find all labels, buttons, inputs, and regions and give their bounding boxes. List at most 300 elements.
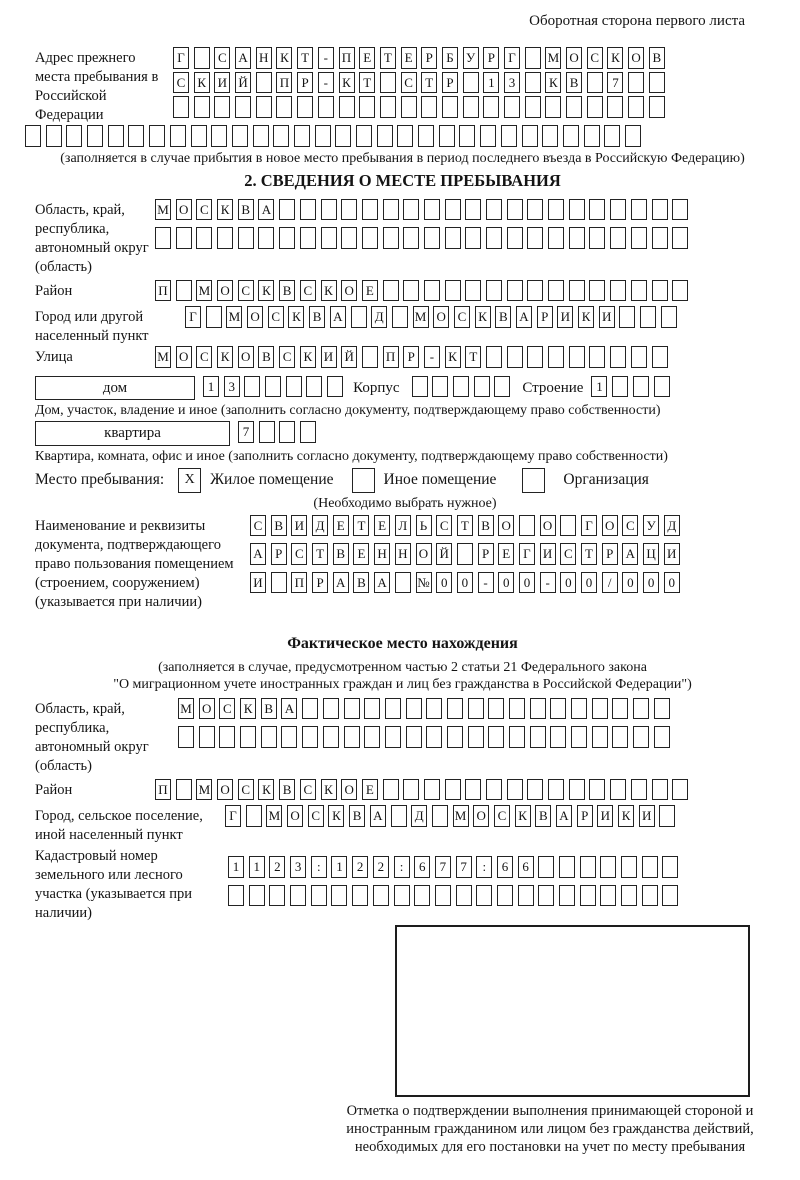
- char-box: А: [370, 805, 386, 827]
- char-box: [631, 227, 647, 249]
- char-box: [468, 726, 484, 748]
- char-box: [642, 856, 658, 878]
- char-box: [199, 726, 215, 748]
- char-box: [424, 280, 440, 302]
- char-box: Д: [312, 515, 328, 537]
- char-box: [108, 125, 124, 147]
- char-box: 0: [664, 572, 680, 594]
- s2-raion-label: Район: [35, 282, 73, 299]
- char-box: [253, 125, 269, 147]
- char-box: М: [413, 306, 429, 328]
- char-box: [559, 856, 575, 878]
- fact-gorod-row: [35, 805, 770, 845]
- char-box: 6: [497, 856, 513, 878]
- char-box: [327, 376, 343, 398]
- char-box: [545, 96, 561, 118]
- char-box: К: [258, 779, 274, 801]
- char-box: [194, 96, 210, 118]
- char-box: С: [300, 779, 316, 801]
- char-box: [155, 227, 171, 249]
- char-box: [331, 885, 347, 907]
- prev-address-grid: [173, 47, 665, 121]
- kvartira-caption: Квартира, комната, офис и иное (заполнить согласно документу, подтверждающему право собственности): [35, 448, 668, 464]
- char-box: Д: [411, 805, 427, 827]
- char-box: [364, 698, 380, 720]
- char-box: [321, 199, 337, 221]
- char-box: [509, 726, 525, 748]
- char-box: О: [628, 47, 644, 69]
- char-box: [344, 726, 360, 748]
- char-box: [170, 125, 186, 147]
- char-box: К: [258, 280, 274, 302]
- char-box: О: [341, 779, 357, 801]
- char-box: 7: [456, 856, 472, 878]
- checkbox-zhiloe: X: [178, 468, 201, 493]
- char-box: [426, 698, 442, 720]
- char-box: [610, 779, 626, 801]
- char-box: Г: [581, 515, 597, 537]
- char-box: [297, 96, 313, 118]
- char-box: М: [545, 47, 561, 69]
- char-box: :: [394, 856, 410, 878]
- fact-oblast-label: Область, край, республика, автономный округ (область): [35, 700, 149, 774]
- char-box: В: [349, 805, 365, 827]
- char-box: С: [587, 47, 603, 69]
- char-box: [560, 515, 576, 537]
- char-box: [488, 726, 504, 748]
- char-box: Г: [519, 543, 535, 565]
- char-box: К: [321, 280, 337, 302]
- char-box: [569, 280, 585, 302]
- char-box: -: [478, 572, 494, 594]
- char-box: 1: [331, 856, 347, 878]
- char-box: М: [155, 346, 171, 368]
- char-box: [589, 779, 605, 801]
- char-box: [548, 346, 564, 368]
- char-box: 0: [498, 572, 514, 594]
- char-box: [589, 199, 605, 221]
- char-box: О: [341, 280, 357, 302]
- char-box: [584, 125, 600, 147]
- char-box: А: [281, 698, 297, 720]
- char-box: О: [217, 280, 233, 302]
- char-box: Т: [581, 543, 597, 565]
- doc-row-1: [250, 515, 680, 537]
- char-box: Е: [353, 543, 369, 565]
- char-box: [176, 280, 192, 302]
- char-box: [486, 227, 502, 249]
- char-box: [392, 306, 408, 328]
- char-box: Р: [478, 543, 494, 565]
- char-box: [550, 698, 566, 720]
- char-box: [256, 96, 272, 118]
- char-box: [173, 96, 189, 118]
- char-box: [403, 779, 419, 801]
- char-box: [286, 376, 302, 398]
- stroenie-label: Строение: [522, 379, 584, 396]
- char-box: В: [566, 72, 582, 94]
- char-box: [610, 280, 626, 302]
- char-box: [380, 72, 396, 94]
- mesto-prebyvaniya-row: [35, 468, 770, 493]
- char-box: 3: [290, 856, 306, 878]
- char-box: [672, 199, 688, 221]
- char-box: [191, 125, 207, 147]
- char-box: [273, 125, 289, 147]
- char-box: [66, 125, 82, 147]
- option-organizatsiya-label: Организация: [563, 471, 649, 488]
- char-box: [476, 885, 492, 907]
- char-box: [259, 421, 275, 443]
- char-box: [569, 227, 585, 249]
- char-box: [566, 96, 582, 118]
- prev-address-row-2: [173, 72, 665, 94]
- char-box: 2: [269, 856, 285, 878]
- char-box: [519, 515, 535, 537]
- fact-caption-2: "О миграционном учете иностранных граждан и лиц без гражданства в Российской Федерации"): [113, 676, 692, 692]
- char-box: [621, 885, 637, 907]
- char-box: 1: [249, 856, 265, 878]
- kadastr-row-2: [228, 885, 678, 907]
- char-box: [659, 805, 675, 827]
- char-box: [244, 376, 260, 398]
- stamp-caption: Отметка о подтверждении выполнения принимающей стороной и иностранным гражданином или лицом без гражданства действий, необходимых для его постановки на учет по месту пребывания: [346, 1103, 754, 1155]
- kadastr-row-1: [228, 856, 678, 878]
- char-box: Д: [371, 306, 387, 328]
- char-box: [442, 96, 458, 118]
- char-box: А: [258, 199, 274, 221]
- char-box: С: [214, 47, 230, 69]
- char-box: [548, 779, 564, 801]
- char-box: [456, 885, 472, 907]
- char-box: Л: [395, 515, 411, 537]
- mesto-label: Место пребывания:: [35, 471, 165, 488]
- char-box: А: [556, 805, 572, 827]
- char-box: 0: [436, 572, 452, 594]
- char-box: [279, 421, 295, 443]
- char-box: Г: [173, 47, 189, 69]
- char-box: [527, 280, 543, 302]
- char-box: [281, 726, 297, 748]
- char-box: [631, 199, 647, 221]
- char-box: [276, 96, 292, 118]
- char-box: А: [250, 543, 266, 565]
- char-box: 0: [581, 572, 597, 594]
- char-box: [610, 346, 626, 368]
- fact-title: Фактическое место нахождения: [287, 634, 518, 652]
- s2-oblast-row-2: [155, 227, 688, 249]
- char-box: В: [495, 306, 511, 328]
- char-box: -: [424, 346, 440, 368]
- char-box: О: [498, 515, 514, 537]
- char-box: [518, 885, 534, 907]
- char-box: [397, 125, 413, 147]
- char-box: [279, 227, 295, 249]
- char-box: [311, 885, 327, 907]
- char-box: О: [199, 698, 215, 720]
- char-box: К: [288, 306, 304, 328]
- char-box: [494, 376, 510, 398]
- stroenie-cells: [591, 376, 669, 398]
- char-box: К: [217, 199, 233, 221]
- char-box: Р: [537, 306, 553, 328]
- char-box: [507, 346, 523, 368]
- char-box: [385, 726, 401, 748]
- char-box: [625, 125, 641, 147]
- char-box: [406, 698, 422, 720]
- char-box: 1: [591, 376, 607, 398]
- char-box: Е: [498, 543, 514, 565]
- fact-oblast-grid: [178, 698, 670, 755]
- char-box: И: [639, 805, 655, 827]
- char-box: П: [291, 572, 307, 594]
- char-box: С: [268, 306, 284, 328]
- char-box: Р: [297, 72, 313, 94]
- char-box: [383, 199, 399, 221]
- fact-raion-label: Район: [35, 781, 73, 798]
- char-box: К: [445, 346, 461, 368]
- char-box: А: [374, 572, 390, 594]
- char-box: [194, 47, 210, 69]
- char-box: В: [279, 779, 295, 801]
- char-box: [587, 72, 603, 94]
- char-box: [246, 805, 262, 827]
- char-box: [486, 346, 502, 368]
- char-box: М: [266, 805, 282, 827]
- char-box: [465, 280, 481, 302]
- char-box: С: [622, 515, 638, 537]
- char-box: И: [597, 805, 613, 827]
- char-box: [497, 885, 513, 907]
- char-box: Е: [359, 47, 375, 69]
- char-box: К: [276, 47, 292, 69]
- char-box: В: [353, 572, 369, 594]
- char-box: О: [416, 543, 432, 565]
- header-note: Оборотная сторона первого листа: [529, 13, 745, 29]
- korpus-label: Корпус: [353, 379, 400, 396]
- s2-gorod-label: Город или другой населенный пункт: [35, 309, 149, 344]
- char-box: [642, 885, 658, 907]
- char-box: [269, 885, 285, 907]
- char-box: [445, 199, 461, 221]
- char-box: [418, 125, 434, 147]
- char-box: Т: [359, 72, 375, 94]
- char-box: Р: [403, 346, 419, 368]
- char-box: И: [599, 306, 615, 328]
- dom-label-box: дом: [35, 376, 195, 401]
- char-box: [300, 227, 316, 249]
- char-box: [527, 227, 543, 249]
- char-box: [383, 779, 399, 801]
- char-box: С: [560, 543, 576, 565]
- char-box: С: [494, 805, 510, 827]
- char-box: [569, 199, 585, 221]
- char-box: [631, 346, 647, 368]
- char-box: В: [478, 515, 494, 537]
- char-box: Й: [436, 543, 452, 565]
- char-box: [391, 805, 407, 827]
- char-box: [335, 125, 351, 147]
- char-box: [323, 726, 339, 748]
- char-box: [604, 125, 620, 147]
- s2-ulitsa-label: Улица: [35, 349, 73, 365]
- char-box: Р: [602, 543, 618, 565]
- char-box: П: [276, 72, 292, 94]
- doc-row-3: [250, 572, 680, 594]
- char-box: О: [238, 346, 254, 368]
- char-box: [362, 346, 378, 368]
- char-box: [383, 280, 399, 302]
- char-box: [228, 885, 244, 907]
- char-box: 2: [373, 856, 389, 878]
- char-box: П: [383, 346, 399, 368]
- char-box: [447, 698, 463, 720]
- char-box: [457, 543, 473, 565]
- prev-address-caption: (заполняется в случае прибытия в новое место пребывания в период последнего въезда в Российскую Федерацию): [60, 150, 745, 166]
- char-box: [509, 698, 525, 720]
- char-box: С: [250, 515, 266, 537]
- char-box: И: [664, 543, 680, 565]
- char-box: С: [308, 805, 324, 827]
- char-box: [465, 199, 481, 221]
- char-box: [672, 779, 688, 801]
- char-box: [321, 227, 337, 249]
- char-box: 3: [224, 376, 240, 398]
- char-box: [628, 96, 644, 118]
- korpus-cells: [412, 376, 511, 398]
- char-box: 1: [483, 72, 499, 94]
- char-box: К: [475, 306, 491, 328]
- option-inoe-label: Иное помещение: [383, 471, 497, 488]
- char-box: О: [540, 515, 556, 537]
- char-box: И: [214, 72, 230, 94]
- prev-address-label: Адрес прежнего места пребывания в Российской Федерации: [35, 50, 159, 123]
- char-box: [612, 376, 628, 398]
- char-box: [380, 96, 396, 118]
- char-box: С: [401, 72, 417, 94]
- char-box: С: [300, 280, 316, 302]
- char-box: [432, 805, 448, 827]
- char-box: Е: [374, 515, 390, 537]
- char-box: [265, 376, 281, 398]
- char-box: Т: [380, 47, 396, 69]
- char-box: У: [643, 515, 659, 537]
- char-box: 1: [228, 856, 244, 878]
- char-box: [507, 280, 523, 302]
- char-box: [592, 698, 608, 720]
- char-box: [652, 227, 668, 249]
- char-box: [654, 376, 670, 398]
- char-box: [383, 227, 399, 249]
- char-box: Р: [442, 72, 458, 94]
- char-box: [344, 698, 360, 720]
- char-box: [87, 125, 103, 147]
- char-box: И: [321, 346, 337, 368]
- char-box: [672, 227, 688, 249]
- char-box: О: [433, 306, 449, 328]
- char-box: [610, 227, 626, 249]
- char-box: [530, 726, 546, 748]
- char-box: [486, 199, 502, 221]
- char-box: [196, 227, 212, 249]
- char-box: [445, 280, 461, 302]
- char-box: А: [622, 543, 638, 565]
- char-box: [463, 72, 479, 94]
- char-box: [474, 376, 490, 398]
- char-box: [525, 47, 541, 69]
- char-box: [631, 280, 647, 302]
- char-box: [178, 726, 194, 748]
- char-box: [654, 726, 670, 748]
- char-box: О: [247, 306, 263, 328]
- char-box: [633, 698, 649, 720]
- prev-address-row-4: [25, 125, 770, 147]
- char-box: А: [235, 47, 251, 69]
- char-box: [654, 698, 670, 720]
- char-box: [256, 72, 272, 94]
- char-box: К: [339, 72, 355, 94]
- char-box: [271, 572, 287, 594]
- char-box: [507, 199, 523, 221]
- char-box: [232, 125, 248, 147]
- char-box: [176, 227, 192, 249]
- char-box: Е: [401, 47, 417, 69]
- char-box: С: [196, 346, 212, 368]
- char-box: -: [318, 47, 334, 69]
- char-box: [580, 856, 596, 878]
- char-box: [507, 779, 523, 801]
- char-box: [589, 280, 605, 302]
- s2-raion-cells: [155, 280, 688, 302]
- char-box: [633, 726, 649, 748]
- prev-address-block: [35, 47, 770, 125]
- char-box: [527, 199, 543, 221]
- char-box: [426, 726, 442, 748]
- char-box: А: [330, 306, 346, 328]
- option-zhiloe-label: Жилое помещение: [210, 471, 334, 488]
- char-box: [538, 885, 554, 907]
- char-box: [662, 885, 678, 907]
- char-box: [563, 125, 579, 147]
- char-box: М: [226, 306, 242, 328]
- char-box: К: [607, 47, 623, 69]
- char-box: 7: [435, 856, 451, 878]
- char-box: 2: [352, 856, 368, 878]
- char-box: 7: [238, 421, 254, 443]
- char-box: М: [453, 805, 469, 827]
- char-box: П: [155, 779, 171, 801]
- char-box: №: [416, 572, 432, 594]
- char-box: /: [602, 572, 618, 594]
- char-box: Й: [235, 72, 251, 94]
- char-box: И: [557, 306, 573, 328]
- char-box: [486, 779, 502, 801]
- char-box: [341, 227, 357, 249]
- char-box: Е: [362, 779, 378, 801]
- char-box: Ь: [416, 515, 432, 537]
- char-box: М: [178, 698, 194, 720]
- char-box: К: [194, 72, 210, 94]
- char-box: -: [540, 572, 556, 594]
- char-box: В: [535, 805, 551, 827]
- char-box: Р: [271, 543, 287, 565]
- prev-address-row-1: [173, 47, 665, 69]
- char-box: [589, 346, 605, 368]
- s2-kvartira-row: [35, 421, 770, 446]
- char-box: [323, 698, 339, 720]
- char-box: [318, 96, 334, 118]
- char-box: [672, 280, 688, 302]
